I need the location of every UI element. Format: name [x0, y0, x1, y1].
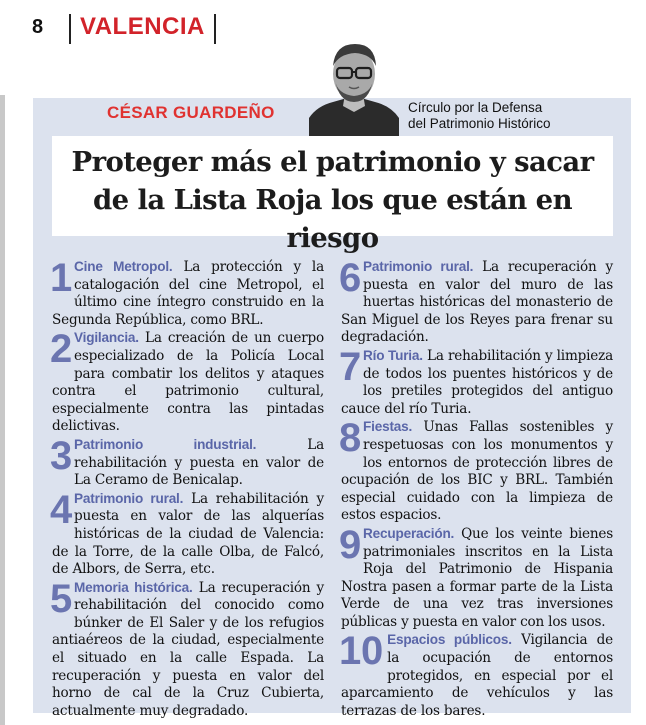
item-keyword: Memoria histórica. — [74, 579, 193, 595]
list-item — [50, 487, 324, 579]
item-keyword: Espacios públicos. — [387, 632, 512, 648]
author-photo — [309, 40, 399, 136]
item-keyword: Patrimonio industrial. — [74, 436, 257, 452]
item-keyword: Cine Metropol. — [74, 259, 173, 274]
item-number: 7 — [339, 344, 362, 389]
item-keyword: Vigilancia. — [74, 330, 139, 346]
item-text: La rehabilitación y puesta en valor de las alquerías históricas de la ciudad de Valencia: de la Torre, de la calle Olba, de Falcó, de Albors, de Serra, etc. — [52, 490, 324, 578]
item-number: 4 — [50, 487, 73, 532]
item-keyword: Patrimonio rural. — [74, 490, 184, 506]
item-text: La rehabilitación y puesta en valor de La Ceramo de Benicalap. — [74, 436, 325, 489]
list-item — [341, 418, 613, 525]
header-divider-end — [214, 14, 216, 44]
headline — [52, 136, 613, 257]
item-number: 6 — [339, 256, 362, 300]
item-text: La rehabilitación y limpieza de todos los puentes históricos y de los pretiles protegidos del antiguo cauce del río Turia. — [341, 347, 613, 417]
headline-line: Proteger más el patrimonio y sacar — [71, 146, 594, 178]
list-item — [52, 258, 324, 329]
item-number: 2 — [50, 327, 73, 372]
item-number: 9 — [339, 522, 362, 567]
item-text: Vigilancia de la ocupación de entornos protegidos, en especial por el aparcamiento de vehículos y las terrazas de los bares. — [341, 632, 613, 719]
list-item — [341, 631, 613, 720]
item-keyword: Recuperación. — [363, 525, 455, 541]
list-item — [339, 344, 613, 418]
list-item — [52, 329, 324, 436]
item-keyword: Fiestas. — [363, 419, 413, 435]
page-number: 8 — [32, 16, 44, 38]
headline-box — [52, 136, 613, 254]
item-keyword: Río Turia. — [363, 347, 423, 363]
list-item — [50, 433, 325, 490]
item-text: La recuperación y rehabilitación del conocido como búnker de El Saler y de los refugios antiaéreos de la ciudad, especialmente el situado en la calle Espada. La recuperación y puesta en valor del horno de cal de la Cruz Cubierta, actualmente muy degradado. — [52, 579, 324, 719]
item-number: 8 — [339, 416, 362, 461]
author-role-line: del Patrimonio Histórico — [408, 116, 551, 131]
item-text: Que los veinte bienes patrimoniales inscritos en la Lista Roja del Patrimonio de Hispania Nostra pasen a formar parte de la Lista Verde de una vez tras inversiones públicas y puesta en valor con los usos. — [341, 525, 613, 630]
list-item — [339, 522, 613, 632]
text-column-right — [341, 258, 613, 720]
author-role-line: Círculo por la Defensa — [408, 100, 543, 115]
item-text: La protección y la catalogación del cine Metropol, el último cine íntegro construido en la Segunda República, como BRL. — [52, 259, 324, 328]
item-number: 5 — [50, 576, 73, 621]
item-number: 3 — [50, 433, 73, 478]
list-item — [50, 576, 324, 721]
text-column-left — [52, 258, 324, 720]
header-divider — [69, 14, 71, 44]
item-keyword: Patrimonio rural. — [363, 259, 474, 274]
list-item — [341, 258, 613, 347]
page-edge — [0, 95, 5, 725]
item-text: La creación de un cuerpo especializado de la Policía Local para combatir los delitos y ataques contra el patrimonio cultural, especialmente contra las pintadas delictivas. — [52, 330, 324, 435]
item-text: La recuperación y puesta en valor del muro de las huertas históricas del monasterio de San Miguel de los Reyes para frenar su degradación. — [341, 259, 613, 346]
headline-line: de la Lista Roja los que están en riesgo — [93, 184, 572, 254]
section-title: VALENCIA — [80, 13, 205, 40]
author-name: CÉSAR GUARDEÑO — [107, 103, 275, 122]
author-role — [408, 100, 551, 132]
item-text: Unas Fallas sostenibles y respetuosas con los monumentos y los entornos de protección libres de ocupación de los BIC y BRL. También especial cuidado con la limpieza de estos espacios. — [341, 419, 613, 524]
item-number: 1 — [50, 256, 73, 300]
item-number: 10 — [339, 629, 384, 674]
